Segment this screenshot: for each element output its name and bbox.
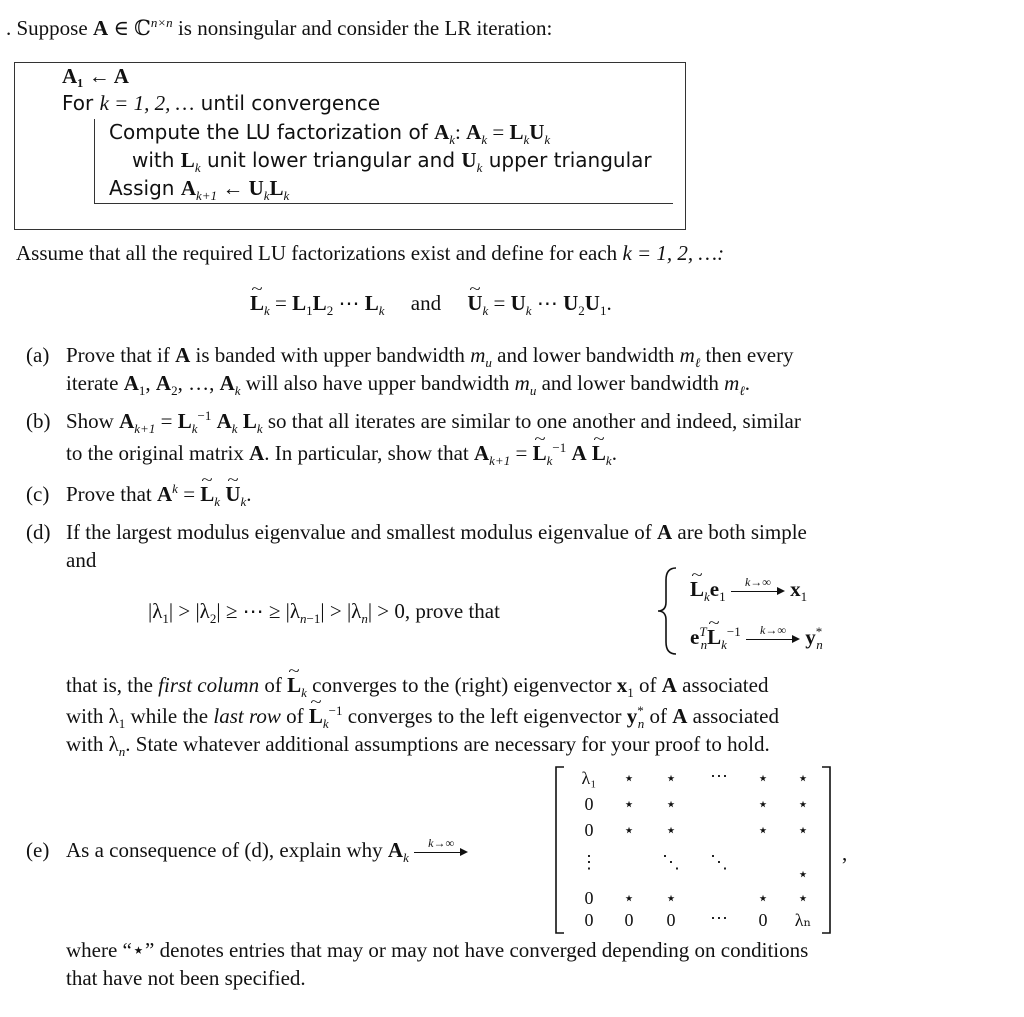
matrix-cell: 0 bbox=[584, 794, 594, 814]
matrix-cell: ⋆ bbox=[757, 768, 769, 788]
matrix-cell: ⋆ bbox=[797, 888, 809, 908]
matrix-comma: , bbox=[842, 841, 848, 865]
part-d-brace bbox=[656, 566, 680, 656]
part-d-line2: and bbox=[66, 548, 97, 572]
part-d-limit-row: $e^T_n\sim$ $L_k^{-1}$ k→∞ $y^*_n$ bbox=[690, 624, 823, 650]
part-e-line: As a consequence of (d), explain why $A_k$ k→∞ bbox=[66, 837, 468, 863]
part-d-line1: If the largest modulus eigenvalue and smallest modulus eigenvalue of A are both simple bbox=[66, 520, 807, 544]
matrix-cell: ⋆ bbox=[757, 794, 769, 814]
matrix-cell: ⋆ bbox=[623, 820, 635, 840]
algorithm-loop bbox=[62, 91, 380, 115]
loop-prefix: For bbox=[62, 91, 94, 115]
matrix-cell: 0 bbox=[666, 910, 676, 930]
matrix-cell: 0 bbox=[758, 910, 768, 930]
definition-equation: ~ $L_k = L_1L_2$ ⋯ $L_k$ and ~ $U_k = U_k$ ⋯ $U_2U_1$. bbox=[250, 290, 612, 316]
assume-text: Assume that all the required LU factorizations exist and define for each bbox=[16, 241, 618, 265]
part-e-footer1: where “⋆” denotes entries that may or may not have converged depending on conditions bbox=[66, 938, 809, 962]
part-d-expl3: with $\lambda_n$. State whatever additional assumptions are necessary for your proof to hold. bbox=[66, 732, 770, 760]
matrix-cell: ⋆ bbox=[797, 864, 809, 884]
matrix-cell: 0 bbox=[624, 910, 634, 930]
part-c-label: (c) bbox=[26, 482, 50, 506]
step2-mid: unit lower triangular and bbox=[206, 148, 456, 172]
matrix-cell: ⋆ bbox=[665, 794, 677, 814]
part-d-eigen-ordering: $|\lambda_1| > |\lambda_2|$ ≥ ⋯ ≥ $|\lambda_{n-1}| > |\lambda_n| > 0$, prove that bbox=[148, 599, 500, 627]
matrix-cell: ⋱ bbox=[710, 852, 728, 872]
matrix-cell: 0 bbox=[584, 888, 594, 908]
algorithm-step-with: with $L_k$ unit lower triangular and $U_k$ upper triangular bbox=[132, 148, 652, 176]
matrix-cell: λ₁ bbox=[581, 768, 597, 788]
matrix-cell: ⋯ bbox=[710, 908, 728, 928]
part-b-label: (b) bbox=[26, 409, 51, 433]
assume-line bbox=[16, 240, 724, 266]
step3-text: Assign bbox=[109, 176, 175, 200]
part-d-expl1: that is, the first column of ~ $L_k$ converges to the (right) eigenvector $x_1$ of A associated bbox=[66, 672, 768, 698]
matrix-cell: 0 bbox=[584, 910, 594, 930]
matrix-cell: ⋆ bbox=[623, 768, 635, 788]
part-c-line: Prove that $A^k$ = ~ $L_k$ ~ $U_k$. bbox=[66, 481, 252, 507]
step2-with: with bbox=[132, 148, 175, 172]
matrix-cell: 0 bbox=[584, 820, 594, 840]
matrix-cell: ⋆ bbox=[797, 768, 809, 788]
part-a-line2: iterate $A_1$, $A_2$, …, $A_k$ will also have upper bandwidth $m_u$ and lower bandwidth $m_\ell$. bbox=[66, 371, 750, 399]
matrix-cell: λₙ bbox=[794, 910, 812, 930]
matrix-cell: ⋆ bbox=[623, 794, 635, 814]
intro-lead: Suppose bbox=[16, 16, 88, 40]
matrix-cell: ⋆ bbox=[797, 794, 809, 814]
intro-bullet: . bbox=[6, 16, 17, 40]
matrix-cell: ⋆ bbox=[757, 888, 769, 908]
intro-statement: is nonsingular and consider the LR iteration: bbox=[177, 16, 553, 40]
part-a-line1: Prove that if A is banded with upper bandwidth $m_u$ and lower bandwidth $m_\ell$ then every bbox=[66, 343, 794, 371]
matrix-left-bracket bbox=[554, 766, 566, 934]
loop-range: k = 1, 2, … bbox=[99, 91, 195, 115]
part-b-line2: to the original matrix A. In particular, show that $A_{k+1}$ = ~ $L_k^{-1}$ A ~ $L_k$. bbox=[66, 440, 617, 466]
matrix-cell: ⋆ bbox=[623, 888, 635, 908]
step1-text: Compute the LU factorization of bbox=[109, 120, 428, 144]
part-d-label: (d) bbox=[26, 520, 51, 544]
part-e-footer2: that have not been specified. bbox=[66, 966, 306, 990]
matrix-cell: ⋆ bbox=[665, 888, 677, 908]
part-a-label: (a) bbox=[26, 343, 50, 367]
matrix-cell: ⋮ bbox=[580, 852, 598, 872]
part-d-expl2: with $\lambda_1$ while the last row of ~ $L_k^{-1}$ converges to the left eigenvector $y^*_n$ of A associated bbox=[66, 703, 779, 729]
matrix-cell: ⋆ bbox=[665, 820, 677, 840]
loop-suffix: until convergence bbox=[200, 91, 381, 115]
matrix-cell: ⋱ bbox=[662, 852, 680, 872]
matrix-cell: ⋆ bbox=[757, 820, 769, 840]
definition-and: and bbox=[410, 291, 442, 315]
matrix-cell: ⋆ bbox=[665, 768, 677, 788]
algorithm-step-factorize: Compute the LU factorization of $A_k$: $A_k = L_kU_k$ bbox=[109, 120, 551, 148]
step2-end: upper triangular bbox=[488, 148, 652, 172]
matrix-cell: ⋯ bbox=[710, 766, 728, 786]
part-e-label: (e) bbox=[26, 838, 50, 862]
assume-range: k = 1, 2, …: bbox=[622, 241, 725, 265]
algorithm-step-assign: Assign $A_{k+1}$ ← $U_kL_k$ bbox=[109, 176, 290, 204]
matrix-cell: ⋆ bbox=[797, 820, 809, 840]
part-b-line1: Show $A_{k+1} = L_k^{-1}$ $A_k$ $L_k$ so that all iterates are similar to one another and indeed, similar bbox=[66, 408, 801, 437]
algorithm-init: A₁ ← A bbox=[62, 64, 129, 88]
matrix-right-bracket bbox=[820, 766, 832, 934]
part-d-limit-column: ~ $L_ke_1$ k→∞ $x_1$ bbox=[690, 576, 807, 602]
intro-line: . Suppose A ∈ ℂ$^{n\times n}$ is nonsingular and consider the LR iteration: bbox=[6, 15, 553, 40]
